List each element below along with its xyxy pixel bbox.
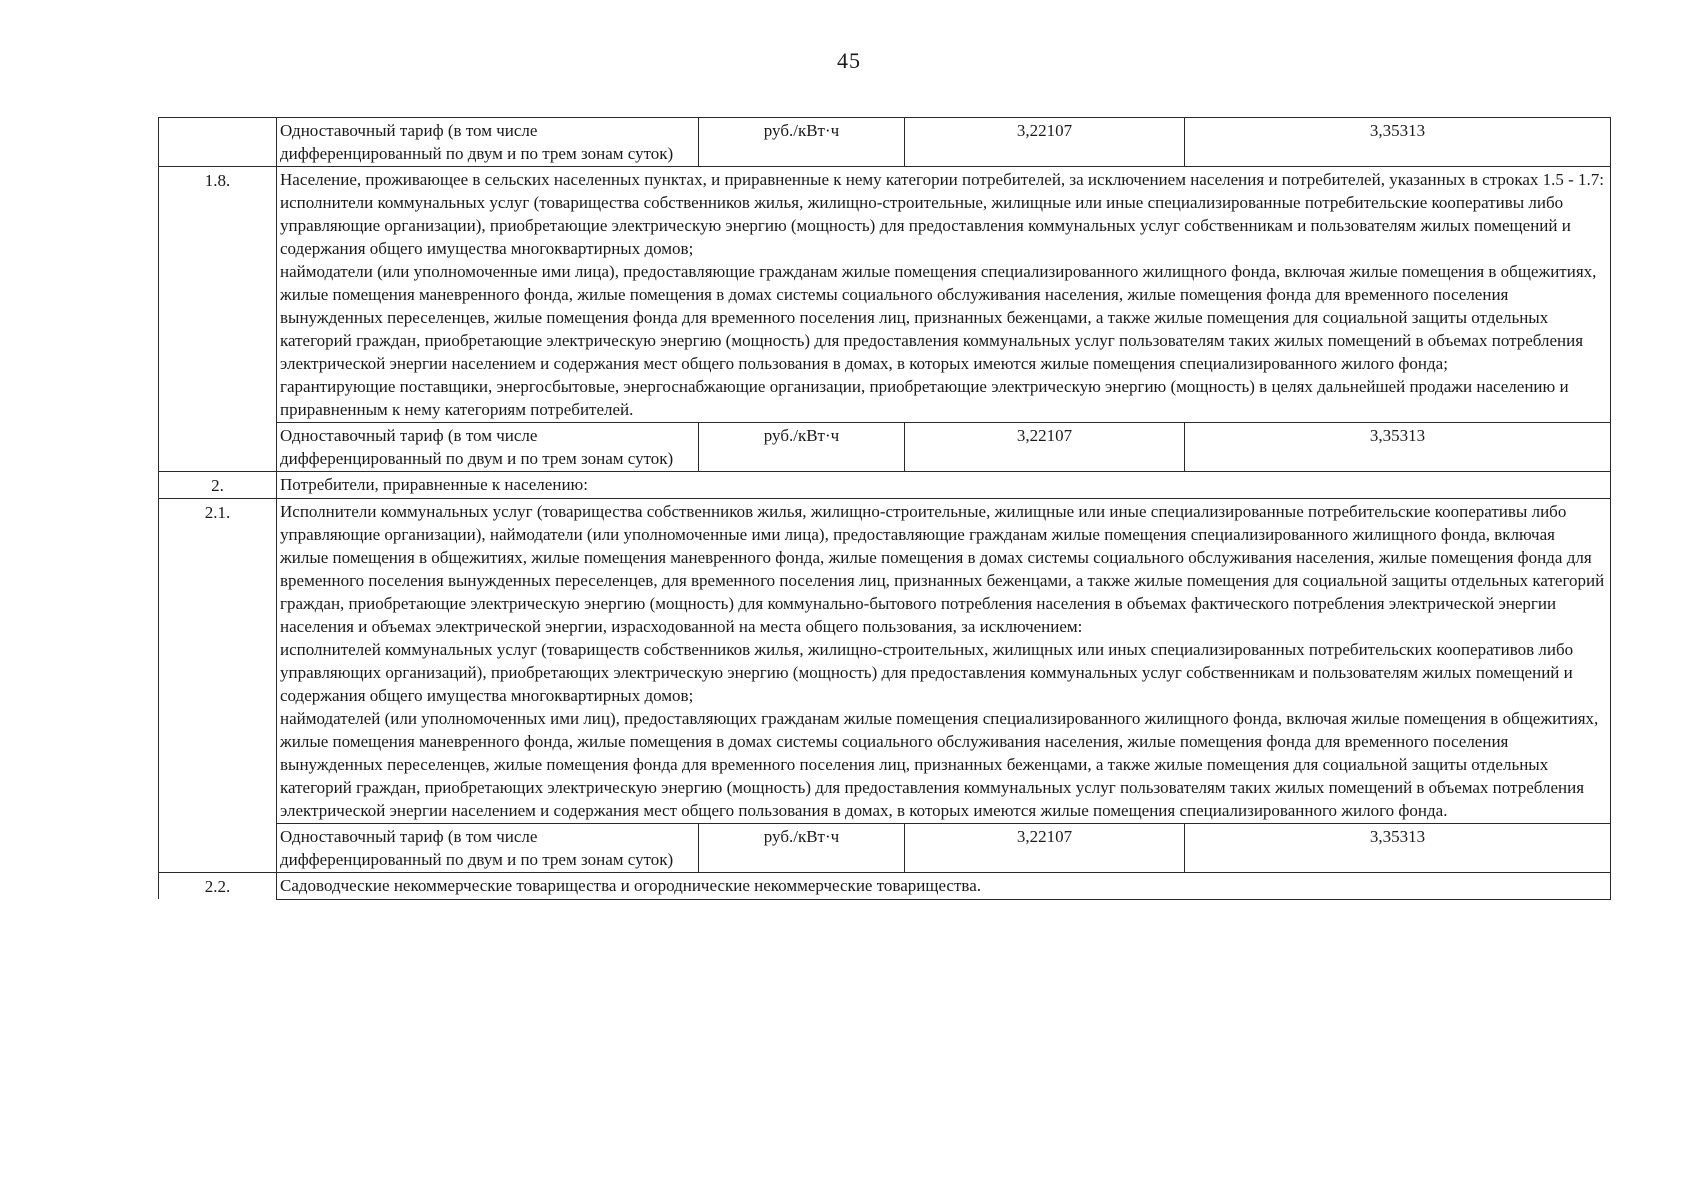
table-row [159,873,1611,900]
value-cell-1: 3,22107 [905,423,1185,472]
paragraph: наймодатели (или уполномоченные ими лица), предоставляющие гражданам жилые помещения специализированного жилищного фонда, включая жилые помещения в общежитиях, жилые помещения маневренного фонда, жилые помещения в домах системы социального обслуживания населения, жилые помещения фонда для временного поселения вынужденных переселенцев, жилые помещения фонда для временного поселения лиц, признанных беженцами, а также жилые помещения для социальной защиты отдельных категорий граждан, приобретающие электрическую энергию (мощность) для предоставления коммунальных услуг пользователям таких жилых помещений в объемах потребления электрической энергии населением и содержания мест общего пользования в домах, в которых имеются жилые помещения специализированного жилого фонда; [280,262,1597,373]
table-row [159,423,1611,472]
row-number-cell [159,824,277,873]
row-number-cell: 2.2. [159,873,277,900]
value-cell-1: 3,22107 [905,118,1185,167]
paragraph: наймодателей (или уполномоченных ими лиц), предоставляющих гражданам жилые помещения специализированного жилищного фонда, включая жилые помещения в общежитиях, жилые помещения маневренного фонда, жилые помещения в домах системы социального обслуживания населения, жилые помещения фонда для временного поселения вынужденных переселенцев, жилые помещения фонда для временного поселения лиц, признанных беженцами, а также жилые помещения для социальной защиты отдельных категорий граждан, приобретающих электрическую энергию (мощность) для предоставления коммунальных услуг пользователям таких жилых помещений в объемах потребления электрической энергии населением и содержания мест общего пользования в домах, в которых имеются жилые помещения специализированного жилого фонда. [280,709,1599,820]
row-number-cell: 1.8. [159,167,277,423]
row-number-cell [159,118,277,167]
table-row [159,499,1611,824]
unit-cell: руб./кВт·ч [699,423,905,472]
value-cell-2: 3,35313 [1185,824,1611,873]
value-cell-1: 3,22107 [905,824,1185,873]
tariff-label-cell: Одноставочный тариф (в том числе дифференцированный по двум и по трем зонам суток) [277,824,699,873]
category-description-cell: Садоводческие некоммерческие товарищества и огороднические некоммерческие товарищества. [277,873,1611,900]
tariff-label-cell: Одноставочный тариф (в том числе дифференцированный по двум и по трем зонам суток) [277,118,699,167]
table-row [159,167,1611,423]
value-cell-2: 3,35313 [1185,423,1611,472]
row-number-cell [159,423,277,472]
value-cell-2: 3,35313 [1185,118,1611,167]
paragraph: Исполнители коммунальных услуг (товарищества собственников жилья, жилищно-строительные, жилищные или иные специализированные потребительские кооперативы либо управляющие организации), наймодатели (или уполномоченные ими лица), предоставляющие гражданам жилые помещения специализированного жилищного фонда, включая жилые помещения в общежитиях, жилые помещения маневренного фонда, жилые помещения в домах системы социального обслуживания населения, жилые помещения фонда для временного поселения вынужденных переселенцев, для временного поселения лиц, признанных беженцами, а также жилые помещения для социальной защиты отдельных категорий граждан, приобретающие электрическую энергию (мощность) для коммунально-бытового потребления населения в объемах фактического потребления электрической энергии населения и объемах электрической энергии, израсходованной на места общего пользования, за исключением: [280,502,1605,636]
row-number-cell: 2.1. [159,499,277,824]
paragraph: исполнителей коммунальных услуг (товариществ собственников жилья, жилищно-строительных, жилищных или иных специализированных потребительских кооперативов либо управляющих организаций), приобретающих электрическую энергию (мощность) для предоставления коммунальных услуг собственникам и пользователям жилых помещений и содержания общего имущества многоквартирных домов; [280,640,1574,705]
paragraph: исполнители коммунальных услуг (товарищества собственников жилья, жилищно-строительные, жилищные или иные специализированные потребительские кооперативы либо управляющие организации), приобретающие электрическую энергию (мощность) для предоставления коммунальных услуг собственникам и пользователям жилых помещений и содержания общего имущества многоквартирных домов; [280,193,1571,258]
category-description-cell: Потребители, приравненные к населению: [277,472,1611,499]
page-number: 45 [837,48,861,73]
category-description-cell [277,499,1611,824]
unit-cell: руб./кВт·ч [699,824,905,873]
table-row [159,824,1611,873]
paragraph: гарантирующие поставщики, энергосбытовые, энергоснабжающие организации, приобретающие электрическую энергию (мощность) в целях дальнейшей продажи населению и приравненным к нему категориям потребителей. [280,377,1569,419]
category-description-cell [277,167,1611,423]
tariff-label-cell: Одноставочный тариф (в том числе дифференцированный по двум и по трем зонам суток) [277,423,699,472]
tariff-table [158,117,1611,900]
table-row [159,118,1611,167]
paragraph: Население, проживающее в сельских населенных пунктах, и приравненные к нему категории потребителей, за исключением населения и потребителей, указанных в строках 1.5 - 1.7: [280,170,1605,189]
table-row [159,472,1611,499]
unit-cell: руб./кВт·ч [699,118,905,167]
row-number-cell: 2. [159,472,277,499]
